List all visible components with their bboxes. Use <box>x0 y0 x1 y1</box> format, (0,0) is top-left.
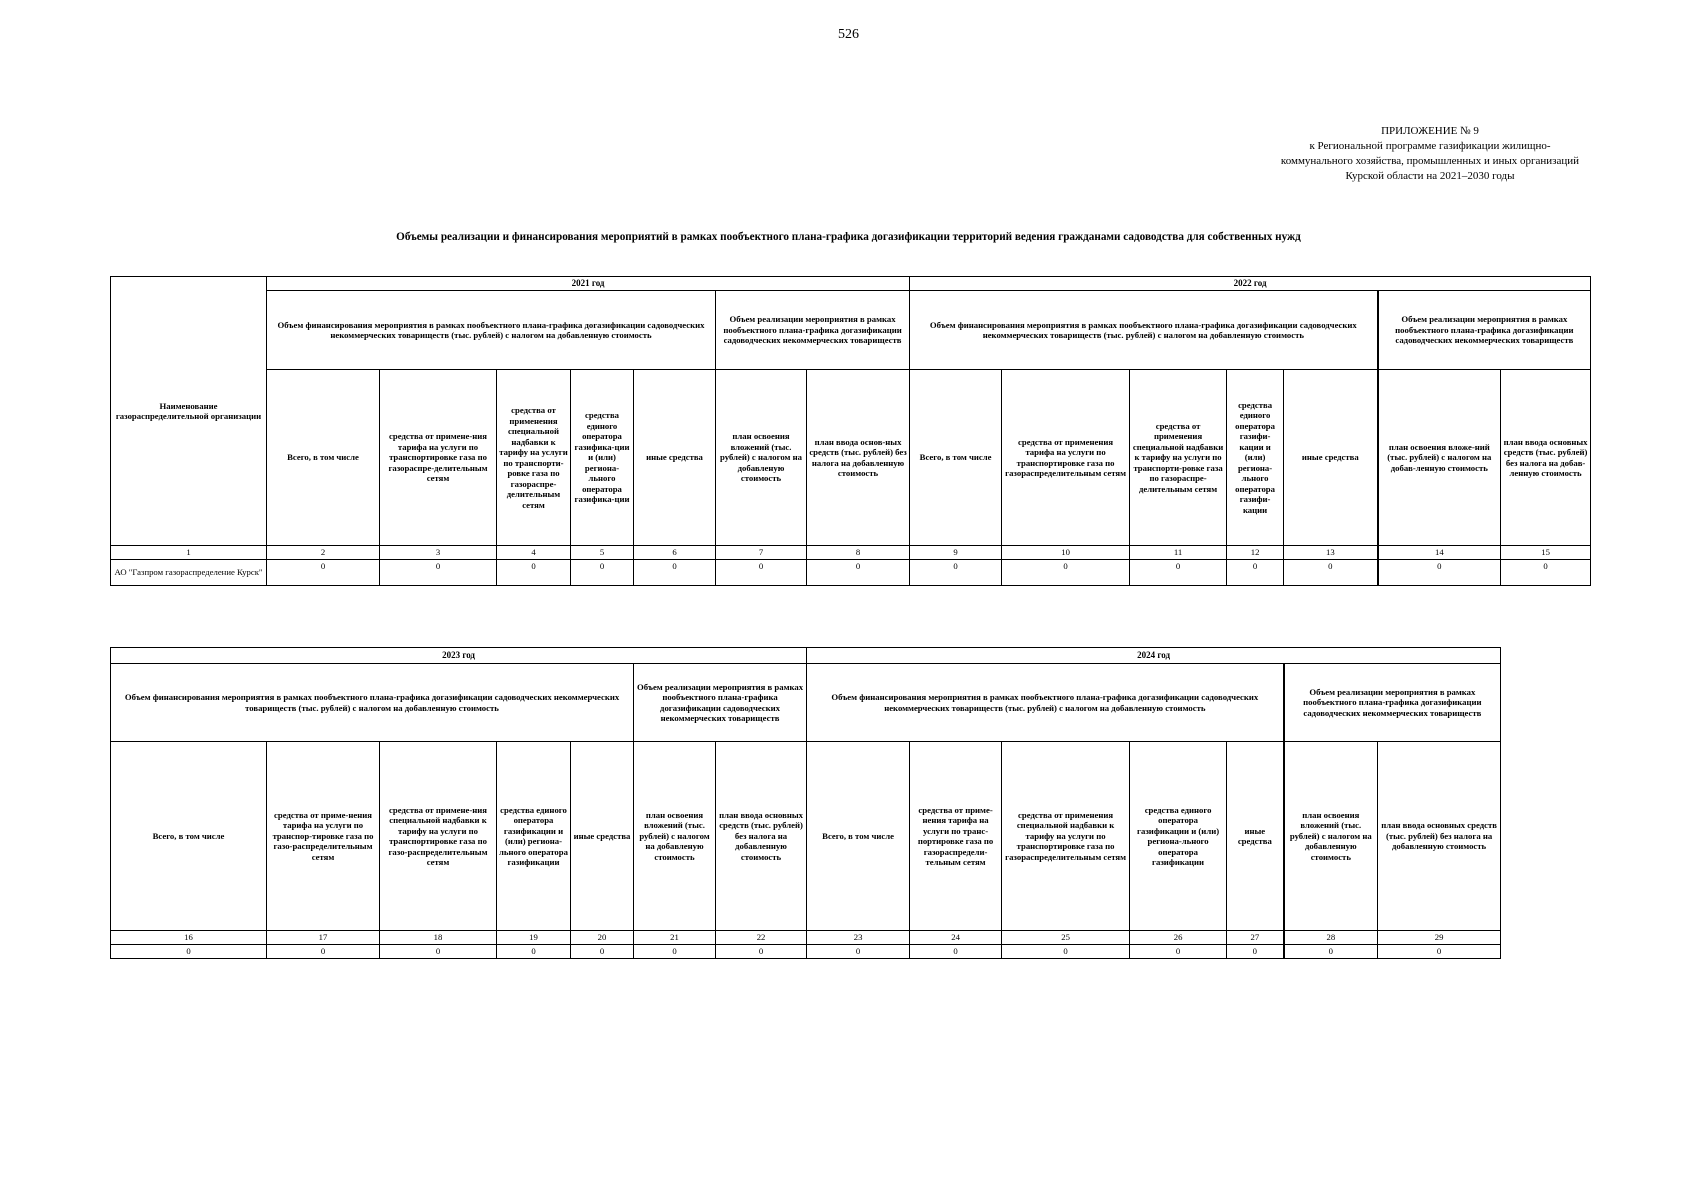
column-number: 6 <box>634 546 716 560</box>
document-title: Объемы реализации и финансирования мероприятий в рамках пообъектного плана-графика догазификации территорий ведения гражданами садоводства для собственных нужд <box>396 231 1301 243</box>
org-name-cell: АО "Газпром газораспределение Курск" <box>111 560 267 586</box>
value-cell: 0 <box>571 945 634 959</box>
value-cell: 0 <box>634 560 716 586</box>
column-number: 21 <box>634 931 716 945</box>
col-header: средства от применения тарифа на услуги по транспортировке газа по газораспределительным сетям <box>1002 370 1130 546</box>
col-header: Всего, в том числе <box>807 742 910 931</box>
column-number: 4 <box>497 546 571 560</box>
col-header: средства единого оператора газифи-кации и (или) региона-льного оператора газифи-кации <box>1227 370 1284 546</box>
column-number: 29 <box>1378 931 1501 945</box>
column-number: 20 <box>571 931 634 945</box>
value-cell: 0 <box>1284 945 1378 959</box>
col-header: Всего, в том числе <box>111 742 267 931</box>
column-number: 1 <box>111 546 267 560</box>
value-cell: 0 <box>1130 945 1227 959</box>
year-2023-header: 2023 год <box>111 648 807 664</box>
column-number: 16 <box>111 931 267 945</box>
col-header: план ввода основных средств (тыс. рублей) без налога на добавленную стоимость <box>1378 742 1501 931</box>
column-number: 19 <box>497 931 571 945</box>
column-number: 26 <box>1130 931 1227 945</box>
value-cell: 0 <box>807 560 910 586</box>
col-header: средства единого оператора газифика-ции и (или) региона-льного оператора газифика-ции <box>571 370 634 546</box>
value-cell: 0 <box>380 560 497 586</box>
realization-2024-header: Объем реализации мероприятия в рамках пообъектного плана-графика догазификации садоводческих некоммерческих товариществ <box>1284 664 1501 742</box>
column-number-row <box>111 546 1591 560</box>
col-header: средства от применения специальной надбавки к тарифу на услуги по транспортировке газа по газораспределительным сетям <box>1002 742 1130 931</box>
financing-2023-header: Объем финансирования мероприятия в рамках пообъектного плана-графика догазификации садоводческих некоммерческих товариществ (тыс. рублей) с налогом на добавленную стоимость <box>111 664 634 742</box>
value-cell: 0 <box>1130 560 1227 586</box>
col-header: иные средства <box>1227 742 1284 931</box>
value-cell: 0 <box>497 945 571 959</box>
value-cell: 0 <box>1378 560 1501 586</box>
column-number: 3 <box>380 546 497 560</box>
col-header: план освоения вложений (тыс. рублей) с налогом на добавленную стоимость <box>1284 742 1378 931</box>
value-cell: 0 <box>1002 945 1130 959</box>
column-number: 23 <box>807 931 910 945</box>
column-number: 8 <box>807 546 910 560</box>
col-header: средства от применения специальной надбавки к тарифу на услуги по транспорти-ровке газа по газораспре-делительным сетям <box>1130 370 1227 546</box>
col-header: Всего, в том числе <box>267 370 380 546</box>
table-row <box>111 945 1501 959</box>
column-number: 15 <box>1501 546 1591 560</box>
column-number: 10 <box>1002 546 1130 560</box>
column-number: 28 <box>1284 931 1378 945</box>
value-cell: 0 <box>1501 560 1591 586</box>
column-number: 22 <box>716 931 807 945</box>
col-header: план ввода основных средств (тыс. рублей) без налога на добав-ленную стоимость <box>1501 370 1591 546</box>
year-2021-header: 2021 год <box>267 277 910 291</box>
table-2021-2022 <box>110 276 1591 586</box>
col-header: иные средства <box>571 742 634 931</box>
value-cell: 0 <box>910 560 1002 586</box>
value-cell: 0 <box>571 560 634 586</box>
column-number-row <box>111 931 1501 945</box>
column-number: 14 <box>1378 546 1501 560</box>
column-number: 24 <box>910 931 1002 945</box>
column-number: 12 <box>1227 546 1284 560</box>
col-header: средства от применения специальной надбавки к тарифу на услуги по транспорти-ровке газа по газораспре-делительным сетям <box>497 370 571 546</box>
financing-2024-header: Объем финансирования мероприятия в рамках пообъектного плана-графика догазификации садоводческих некоммерческих товариществ (тыс. рублей) с налогом на добавленную стоимость <box>807 664 1284 742</box>
appendix-line-3: коммунального хозяйства, промышленных и иных организаций <box>1280 155 1580 167</box>
page-number: 526 <box>838 27 859 42</box>
value-cell: 0 <box>807 945 910 959</box>
appendix-line-1: ПРИЛОЖЕНИЕ № 9 <box>1381 125 1479 137</box>
col-header: средства от приме-нения тарифа на услуги по транс-портировке газа по газораспредели-тельным сетям <box>910 742 1002 931</box>
value-cell: 0 <box>1002 560 1130 586</box>
column-number: 25 <box>1002 931 1130 945</box>
col-header: средства единого оператора газификации и (или) региона-льного оператора газификации <box>497 742 571 931</box>
col-header: план ввода основ-ных средств (тыс. рублей) без налога на добавленную стоимость <box>807 370 910 546</box>
col-header: Всего, в том числе <box>910 370 1002 546</box>
col-header: план освоения вложений (тыс. рублей) с налогом на добавленую стоимость <box>634 742 716 931</box>
column-number: 9 <box>910 546 1002 560</box>
table-row <box>111 560 1591 586</box>
value-cell: 0 <box>111 945 267 959</box>
appendix-header <box>1230 124 1630 184</box>
col-header: средства единого оператора газификации и (или) региона-льного оператора газификации <box>1130 742 1227 931</box>
value-cell: 0 <box>716 560 807 586</box>
value-cell: 0 <box>267 560 380 586</box>
realization-2023-header: Объем реализации мероприятия в рамках пообъектного плана-графика догазификации садоводческих некоммерческих товариществ <box>634 664 807 742</box>
financing-2021-header: Объем финансирования мероприятия в рамках пообъектного плана-графика догазификации садоводческих некоммерческих товариществ (тыс. рублей) с налогом на добавленную стоимость <box>267 291 716 370</box>
col-header: план освоения вложений (тыс. рублей) с налогом на добавленую стоимость <box>716 370 807 546</box>
value-cell: 0 <box>1227 560 1284 586</box>
appendix-line-2: к Региональной программе газификации жилищно- <box>1309 140 1551 152</box>
column-number: 27 <box>1227 931 1284 945</box>
column-number: 2 <box>267 546 380 560</box>
financing-2022-header: Объем финансирования мероприятия в рамках пообъектного плана-графика догазификации садоводческих некоммерческих товариществ (тыс. рублей) с налогом на добавленную стоимость <box>910 291 1378 370</box>
col-header: средства от приме-нения тарифа на услуги по транспор-тировке газа по газо-распределительным сетям <box>267 742 380 931</box>
value-cell: 0 <box>267 945 380 959</box>
appendix-line-4: Курской области на 2021–2030 годы <box>1345 170 1515 182</box>
value-cell: 0 <box>634 945 716 959</box>
col-header: план освоения вложе-ний (тыс. рублей) с налогом на добав-ленную стоимость <box>1378 370 1501 546</box>
column-number: 11 <box>1130 546 1227 560</box>
value-cell: 0 <box>1284 560 1378 586</box>
column-number: 17 <box>267 931 380 945</box>
column-number: 7 <box>716 546 807 560</box>
value-cell: 0 <box>1378 945 1501 959</box>
value-cell: 0 <box>910 945 1002 959</box>
col-header: средства от примене-ния специальной надбавки к тарифу на услуги по транспортировке газа по газо-распределительным сетям <box>380 742 497 931</box>
value-cell: 0 <box>380 945 497 959</box>
col-header: план ввода основных средств (тыс. рублей) без налога на добавленную стоимость <box>716 742 807 931</box>
column-number: 13 <box>1284 546 1378 560</box>
col-header: средства от примене-ния тарифа на услуги по транспортировке газа по газораспре-делительным сетям <box>380 370 497 546</box>
year-2022-header: 2022 год <box>910 277 1591 291</box>
value-cell: 0 <box>716 945 807 959</box>
column-number: 18 <box>380 931 497 945</box>
year-2024-header: 2024 год <box>807 648 1501 664</box>
value-cell: 0 <box>1227 945 1284 959</box>
col-header: иные средства <box>634 370 716 546</box>
value-cell: 0 <box>497 560 571 586</box>
table-2023-2024 <box>110 647 1501 959</box>
realization-2021-header: Объем реализации мероприятия в рамках пообъектного плана-графика догазификации садоводческих некоммерческих товариществ <box>716 291 910 370</box>
column-number: 5 <box>571 546 634 560</box>
realization-2022-header: Объем реализации мероприятия в рамках пообъектного плана-графика догазификации садоводческих некоммерческих товариществ <box>1378 291 1591 370</box>
org-name-header: Наименование газораспределительной организации <box>111 277 267 546</box>
col-header: иные средства <box>1284 370 1378 546</box>
